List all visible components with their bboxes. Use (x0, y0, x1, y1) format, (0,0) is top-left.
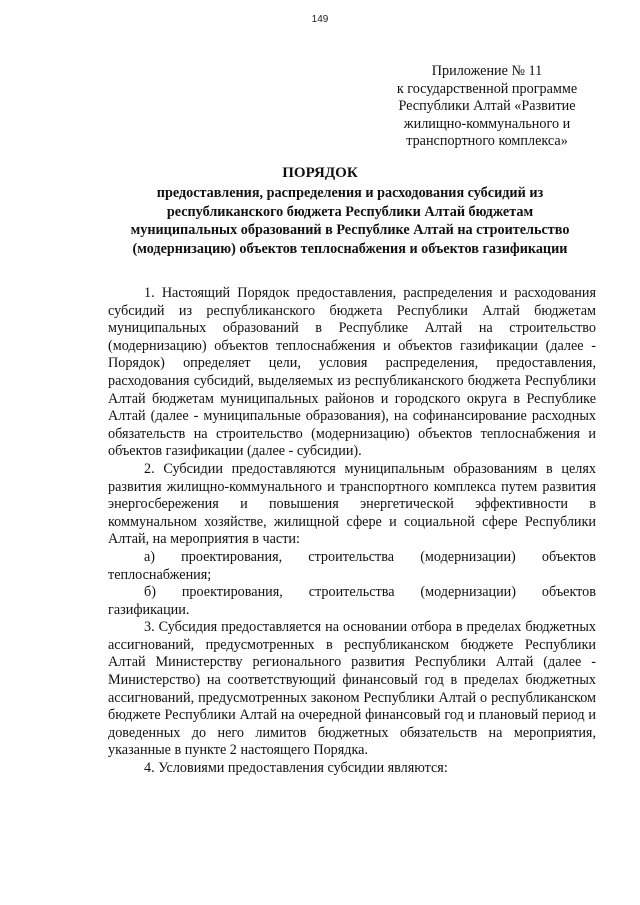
subitem-b (108, 584, 596, 602)
paragraph-4: 4. Условиями предоставления субсидии являются: (144, 760, 448, 777)
subitem-b-word: строительства (308, 584, 395, 601)
page-number: 149 (311, 14, 329, 25)
appendix-line: транспортного комплекса» (406, 133, 568, 150)
appendix-block (372, 63, 602, 151)
appendix-line: к государственной программе (396, 80, 578, 97)
subitem-a-word: а) (144, 548, 156, 565)
document-subtitle (80, 184, 620, 258)
appendix-line: Приложение № 11 (431, 63, 543, 79)
document-body (108, 285, 596, 778)
subitem-a (108, 549, 596, 567)
subitem-b-continuation: газификации. (108, 601, 190, 618)
subitem-a-word: строительства (308, 548, 395, 565)
subitem-b-word: б) (144, 584, 156, 601)
subitem-b-word: (модернизации) (420, 584, 516, 601)
document-title: ПОРЯДОК (282, 165, 358, 181)
paragraph-2: 2. Субсидии предоставляются муниципальным образованиям в целях развития жилищно-коммунального и транспортного комплекса путем развития энергосбережения и повышения энергетической эффективности в коммунальном хозяйстве, жилищной сфере и социальной сфере Республики Алтай, на мероприятия в части: (108, 460, 596, 548)
subitem-a-continuation: теплоснабжения; (108, 566, 212, 583)
subtitle-line: (модернизацию) объектов теплоснабжения и объектов газификации (132, 240, 568, 257)
subitem-b-word: проектирования, (181, 584, 283, 601)
paragraph-1: 1. Настоящий Порядок предоставления, распределения и расходования субсидий из республиканского бюджета Республики Алтай бюджетам муниципальных образований в Республике Алтай на строительство (модернизацию) объектов теплоснабжения и объектов газификации (далее - Порядок) определяет цели, условия распределения, предоставления, расходования субсидий, выделяемых из республиканского бюджета Республики Алтай бюджетам муниципальных районов и городского округа в Республике Алтай (далее - муниципальные образования), на софинансирование расходных обязательств на строительство (модернизацию) объектов теплоснабжения и объектов газификации (далее - субсидии). (108, 285, 596, 460)
subitem-a-word: (модернизации) (420, 548, 516, 565)
appendix-line: Республики Алтай «Развитие (398, 98, 576, 115)
subitem-b-word: объектов (541, 584, 596, 601)
appendix-line: жилищно-коммунального и (403, 115, 571, 132)
paragraph-3: 3. Субсидия предоставляется на основании отбора в пределах бюджетных ассигнований, предусмотренных в республиканском бюджете Республики Алтай Министерству регионального развития Республики Алтай (далее - Министерство) на соответствующий финансовый год в пределах бюджетных ассигнований, предусмотренных законом Республики Алтай о республиканском бюджете Республики Алтай на очередной финансовый год и плановый период и доведенных до него лимитов бюджетных обязательств на мероприятия, указанные в пункте 2 настоящего Порядка. (108, 619, 596, 759)
subtitle-line: республиканского бюджета Республики Алтай бюджетам (166, 203, 534, 220)
subtitle-line: муниципальных образований в Республике Алтай на строительство (130, 222, 570, 238)
subitem-a-word: объектов (541, 548, 596, 565)
subtitle-line: предоставления, распределения и расходования субсидий из (156, 185, 544, 201)
subitem-a-word: проектирования, (181, 548, 283, 565)
